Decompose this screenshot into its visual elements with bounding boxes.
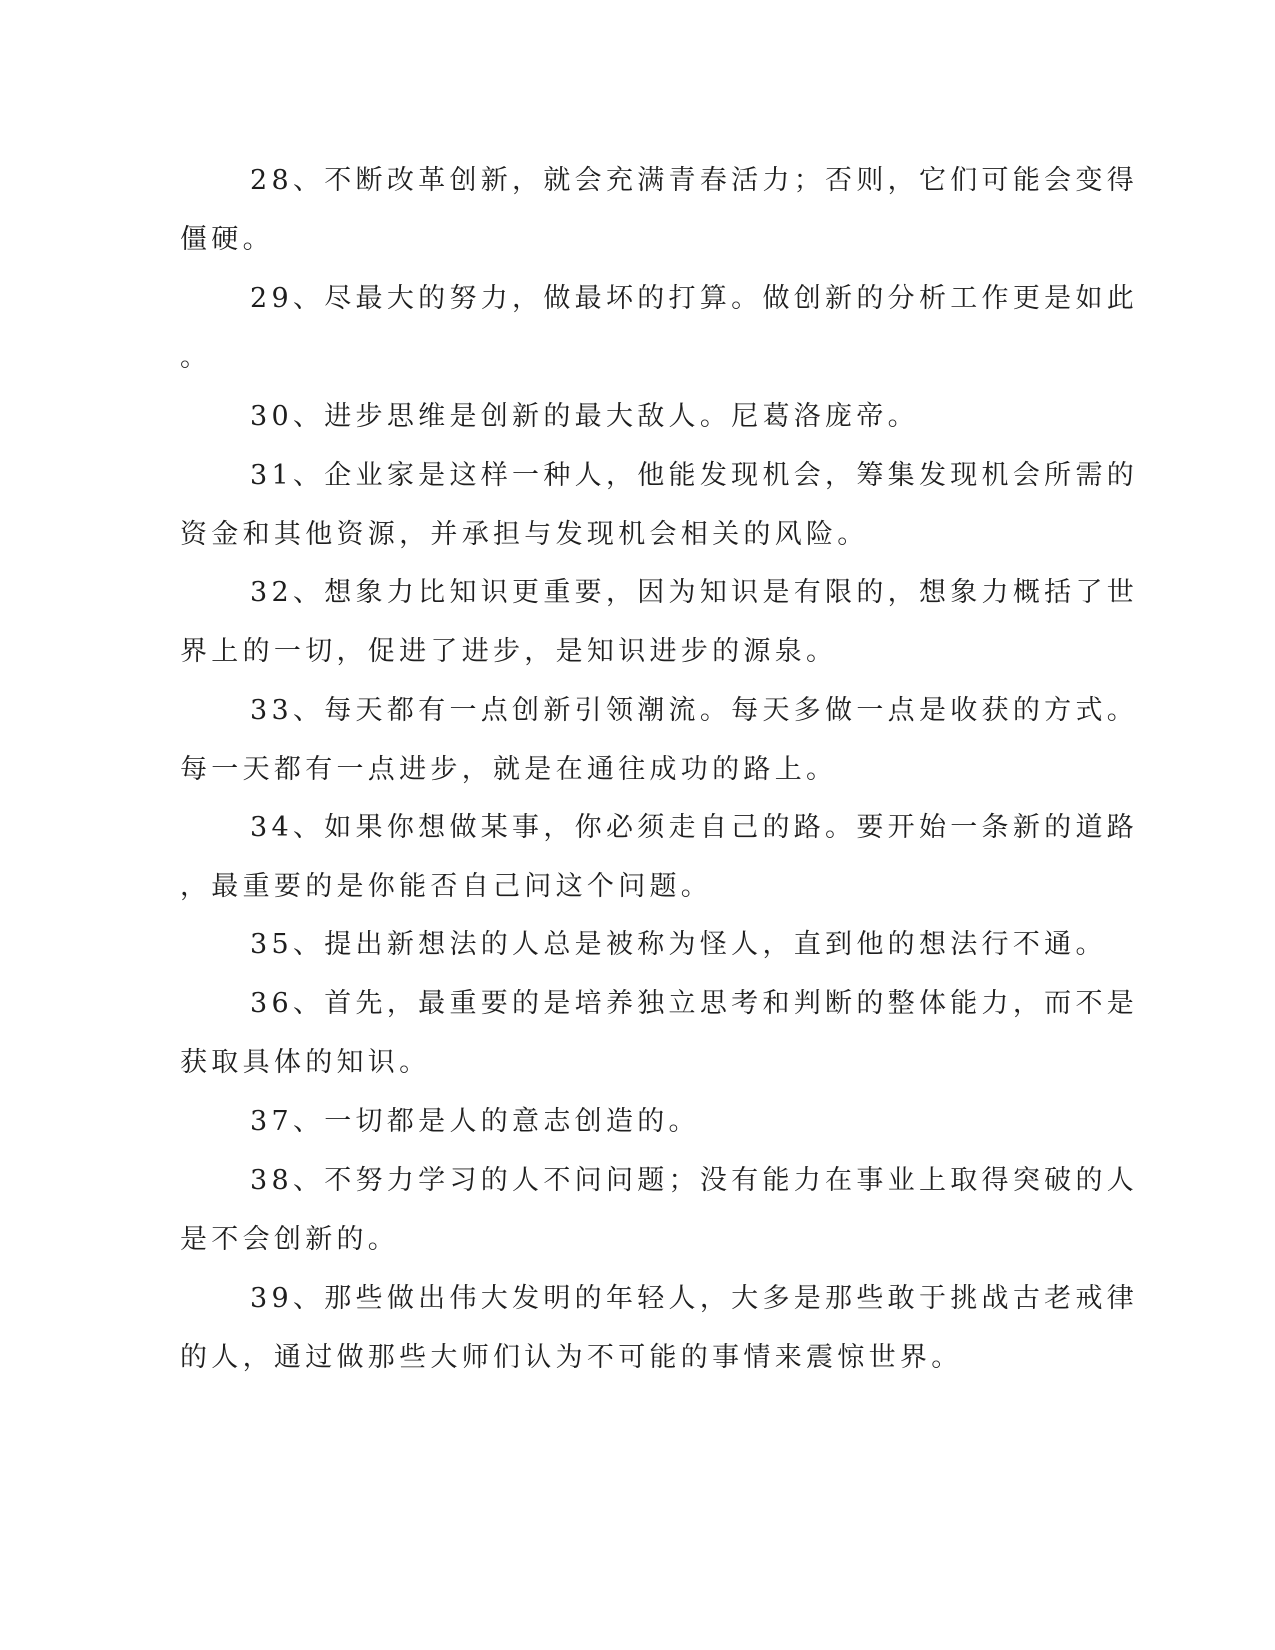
paragraph-28-line-1: 28、不断改革创新，就会充满青春活力；否则，它们可能会变得: [250, 165, 1139, 196]
paragraph-39-line-2: 的人，通过做那些大师们认为不可能的事情来震惊世界。: [180, 1342, 963, 1373]
paragraph-34-line-2: ，最重要的是你能否自己问这个问题。: [180, 871, 713, 902]
paragraph-29-line-1: 29、尽最大的努力，做最坏的打算。做创新的分析工作更是如此: [250, 283, 1139, 314]
paragraph-32-line-1: 32、想象力比知识更重要，因为知识是有限的，想象力概括了世: [250, 577, 1139, 608]
paragraph-30-line-1: 30、进步思维是创新的最大敌人。尼葛洛庞帝。: [250, 401, 919, 432]
paragraph-33-line-2: 每一天都有一点进步，就是在通往成功的路上。: [180, 754, 838, 785]
paragraph-36-line-1: 36、首先，最重要的是培养独立思考和判断的整体能力，而不是: [250, 988, 1139, 1019]
paragraph-29-line-2: 。: [180, 342, 212, 373]
paragraph-38-line-1: 38、不努力学习的人不问问题；没有能力在事业上取得突破的人: [250, 1165, 1139, 1196]
paragraph-33-line-1: 33、每天都有一点创新引领潮流。每天多做一点是收获的方式。: [250, 695, 1139, 726]
paragraph-37-line-1: 37、一切都是人的意志创造的。: [250, 1106, 700, 1137]
paragraph-28-line-2: 僵硬。: [180, 224, 274, 255]
paragraph-39-line-1: 39、那些做出伟大发明的年轻人，大多是那些敢于挑战古老戒律: [250, 1283, 1139, 1314]
paragraph-31-line-2: 资金和其他资源，并承担与发现机会相关的风险。: [180, 519, 869, 550]
paragraph-34-line-1: 34、如果你想做某事，你必须走自己的路。要开始一条新的道路: [250, 812, 1139, 843]
paragraph-36-line-2: 获取具体的知识。: [180, 1047, 431, 1078]
paragraph-35-line-1: 35、提出新想法的人总是被称为怪人，直到他的想法行不通。: [250, 929, 1107, 960]
paragraph-32-line-2: 界上的一切，促进了进步，是知识进步的源泉。: [180, 636, 838, 667]
paragraph-38-line-2: 是不会创新的。: [180, 1224, 400, 1255]
paragraph-31-line-1: 31、企业家是这样一种人，他能发现机会，筹集发现机会所需的: [250, 460, 1139, 491]
